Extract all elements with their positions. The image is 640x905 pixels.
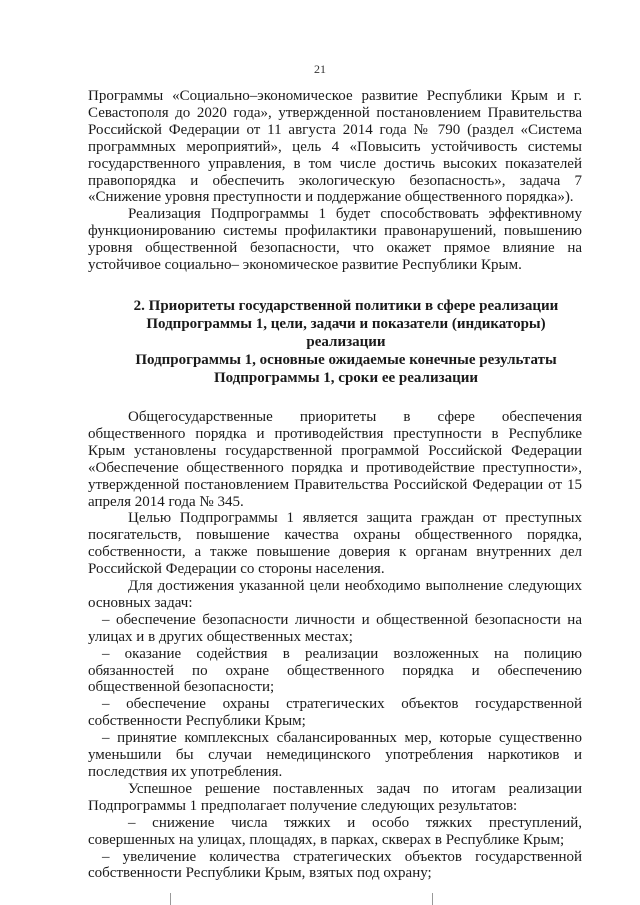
- paragraph-program-reference: Программы «Социально–экономическое развитие Республики Крым и г. Севастополя до 2020 года», утвержденной постановлением Правительства Российской Федерации от 11 августа 2014 года № 790 (раздел «Система программных мероприятий», цель 4 «Повысить устойчивость системы государственного управления, в том числе достичь высоких показателей правопорядка и обеспечить экологическую безопасность», задача 7 «Снижение уровня преступности и поддержание общественного порядка»).: [88, 88, 582, 206]
- section-heading-line: Подпрограммы 1, сроки ее реализации: [213, 369, 479, 386]
- scan-artifact: [432, 893, 433, 905]
- paragraph-results-intro: Успешное решение поставленных задач по итогам реализации Подпрограммы 1 предполагает получение следующих результатов:: [88, 780, 582, 814]
- paragraph-implementation: Реализация Подпрограммы 1 будет способствовать эффективному функционированию системы профилактики правонарушений, повышению уровня общественной безопасности, что окажет прямое влияние на устойчивое социально– экономическое развитие Республики Крым.: [88, 206, 582, 274]
- scan-artifact: [170, 893, 171, 905]
- page-number: 21: [314, 62, 326, 76]
- list-item-result: – снижение числа тяжких и особо тяжких преступлений, совершенных на улицах, площадях, в парках, скверах в Республике Крым;: [88, 814, 582, 848]
- section-heading-line: 2. Приоритеты государственной политики в сфере реализации: [133, 297, 559, 314]
- paragraph-priorities: Общегосударственные приоритеты в сфере обеспечения общественного порядка и противодействия преступности в Республике Крым установлены государственной программой Российской Федерации «Обеспечение общественного порядка и противодействие преступности», утвержденной постановлением Правительства Российской Федерации от 15 апреля 2014 года № 345.: [88, 408, 582, 510]
- list-item-task: – обеспечение безопасности личности и общественной безопасности на улицах и в других общественных местах;: [88, 611, 582, 645]
- section-heading: [88, 297, 582, 387]
- paragraph-tasks-intro: Для достижения указанной цели необходимо выполнение следующих основных задач:: [88, 578, 582, 611]
- section-heading-line: Подпрограммы 1, основные ожидаемые конечные результаты: [135, 351, 557, 368]
- list-item-task: – обеспечение охраны стратегических объектов государственной собственности Республики Крым;: [88, 696, 582, 730]
- list-item-task: – принятие комплексных сбалансированных мер, которые существенно уменьшили бы случаи немедицинского употребления наркотиков и последствия их употребления.: [88, 730, 582, 780]
- section-heading-line: Подпрограммы 1, цели, задачи и показатели (индикаторы) реализации: [146, 315, 546, 350]
- list-item-task: – оказание содействия в реализации возложенных на полицию обязанностей по охране общественного порядка и обеспечению общественной безопасности;: [88, 645, 582, 696]
- list-item-result: – увеличение количества стратегических объектов государственной собственности Республики Крым, взятых под охрану;: [88, 848, 582, 882]
- paragraph-goal: Целью Подпрограммы 1 является защита граждан от преступных посягательств, повышение качества охраны общественного порядка, собственности, а также повышение доверия к органам внутренних дел Российской Федерации со стороны населения.: [88, 510, 582, 578]
- document-body: [88, 88, 582, 882]
